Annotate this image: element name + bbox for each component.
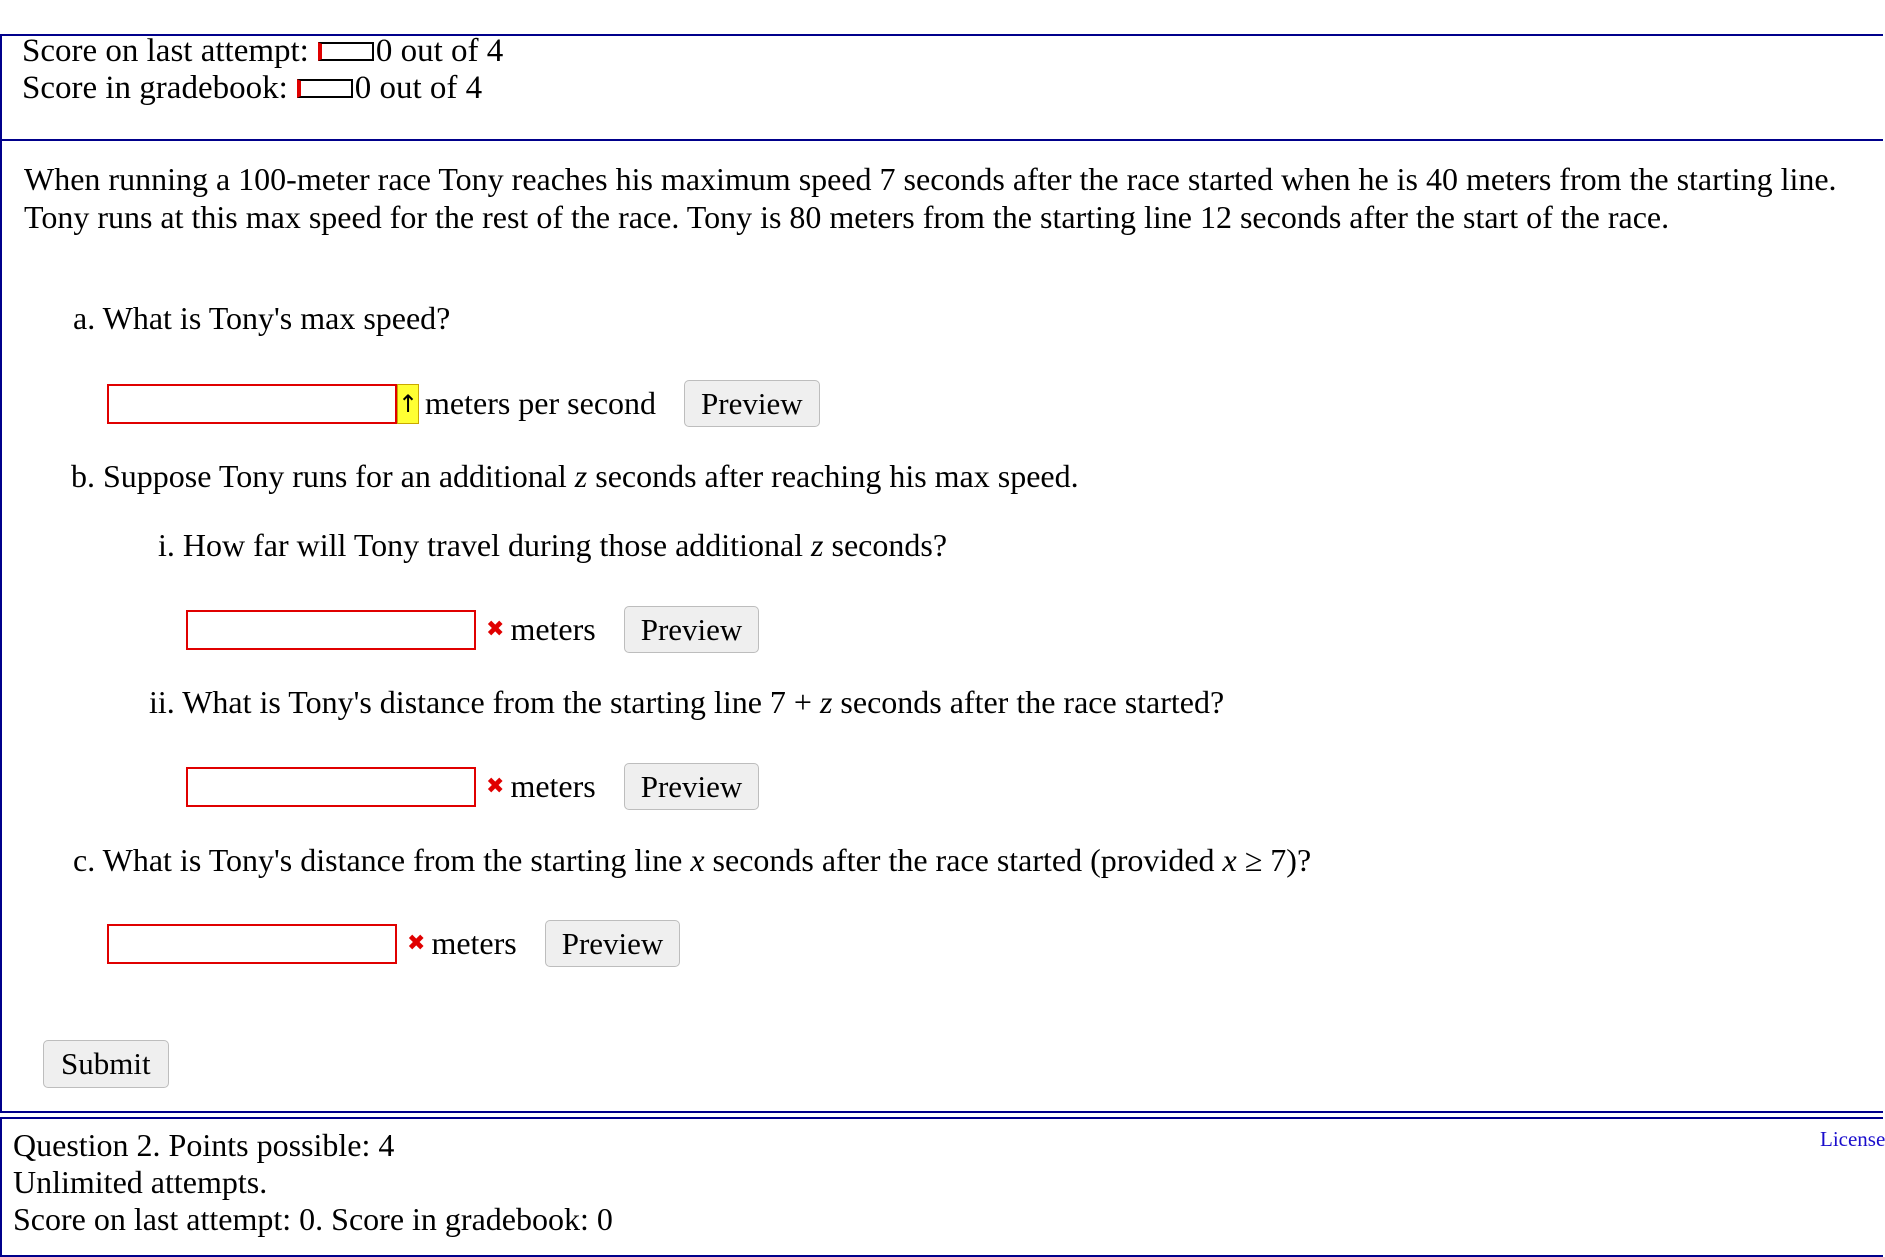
var-z: z: [811, 527, 824, 563]
last-attempt-progress-bar: [318, 42, 374, 61]
gradebook-value: 0 out of 4: [354, 70, 483, 106]
divider: [0, 139, 1883, 141]
incorrect-x-icon: ✖: [407, 931, 426, 956]
part-b-ii-answer-input[interactable]: [186, 767, 476, 807]
part-b-i-answer-input[interactable]: [186, 610, 476, 650]
part-b-i-unit: meters: [510, 611, 596, 647]
part-b-prompt: b. Suppose Tony runs for an additional z seconds after reaching his max speed.: [71, 458, 1079, 494]
var-z: z: [574, 458, 588, 494]
var-x: x: [1222, 842, 1237, 878]
var-z: z: [819, 684, 833, 720]
part-a-unit: meters per second: [425, 385, 657, 421]
license-link[interactable]: License: [1820, 1127, 1885, 1151]
last-attempt-label: Score on last attempt:: [22, 33, 309, 69]
question-2-attempts: Unlimited attempts.: [13, 1164, 268, 1200]
question-2-score: Score on last attempt: 0. Score in gradebook: 0: [13, 1201, 613, 1237]
question-2-header: [13, 1127, 613, 1238]
submit-button[interactable]: Submit: [43, 1040, 169, 1088]
incorrect-x-icon: ✖: [486, 774, 505, 799]
part-b-i-prompt: i. How far will Tony travel during those additional z seconds?: [158, 527, 948, 563]
var-x: x: [690, 842, 705, 878]
question-2-title: Question 2. Points possible: 4: [13, 1127, 395, 1163]
incorrect-x-icon: ✖: [486, 617, 505, 642]
part-c-answer-input[interactable]: [107, 924, 397, 964]
part-c-prompt: c. What is Tony's distance from the starting line x seconds after the race started (provided x ≥ 7)?: [73, 842, 1312, 878]
part-b-ii-prompt: ii. What is Tony's distance from the starting line 7 + z seconds after the race started?: [149, 684, 1225, 720]
part-b-ii-preview-button[interactable]: Preview: [624, 763, 760, 810]
last-attempt-value: 0 out of 4: [375, 33, 504, 69]
part-b-ii-unit: meters: [510, 768, 596, 804]
part-c-answer-row: [107, 920, 680, 967]
part-c-preview-button[interactable]: Preview: [545, 920, 681, 967]
part-b-i-answer-row: [186, 606, 759, 653]
gradebook-label: Score in gradebook:: [22, 70, 288, 106]
question-prompt: When running a 100-meter race Tony reaches his maximum speed 7 seconds after the race started when he is 40 meters from the starting line. Tony runs at this max speed for the rest of the race. Tony is 80 meters from the starting line 12 seconds after the start of the race.: [24, 161, 1837, 235]
part-a-answer-input[interactable]: [107, 384, 397, 424]
part-b-i-preview-button[interactable]: Preview: [624, 606, 760, 653]
part-a-answer-row: [107, 380, 820, 427]
part-c-unit: meters: [431, 925, 517, 961]
gradebook-progress-bar: [297, 79, 353, 98]
last-attempt-score: [22, 33, 503, 70]
gradebook-score: [22, 70, 503, 107]
part-b-ii-answer-row: [186, 763, 759, 810]
arrow-up-icon: ↑: [397, 384, 419, 424]
part-a-preview-button[interactable]: Preview: [684, 380, 820, 427]
part-a-prompt: a. What is Tony's max speed?: [73, 300, 451, 336]
score-summary: [22, 33, 503, 107]
